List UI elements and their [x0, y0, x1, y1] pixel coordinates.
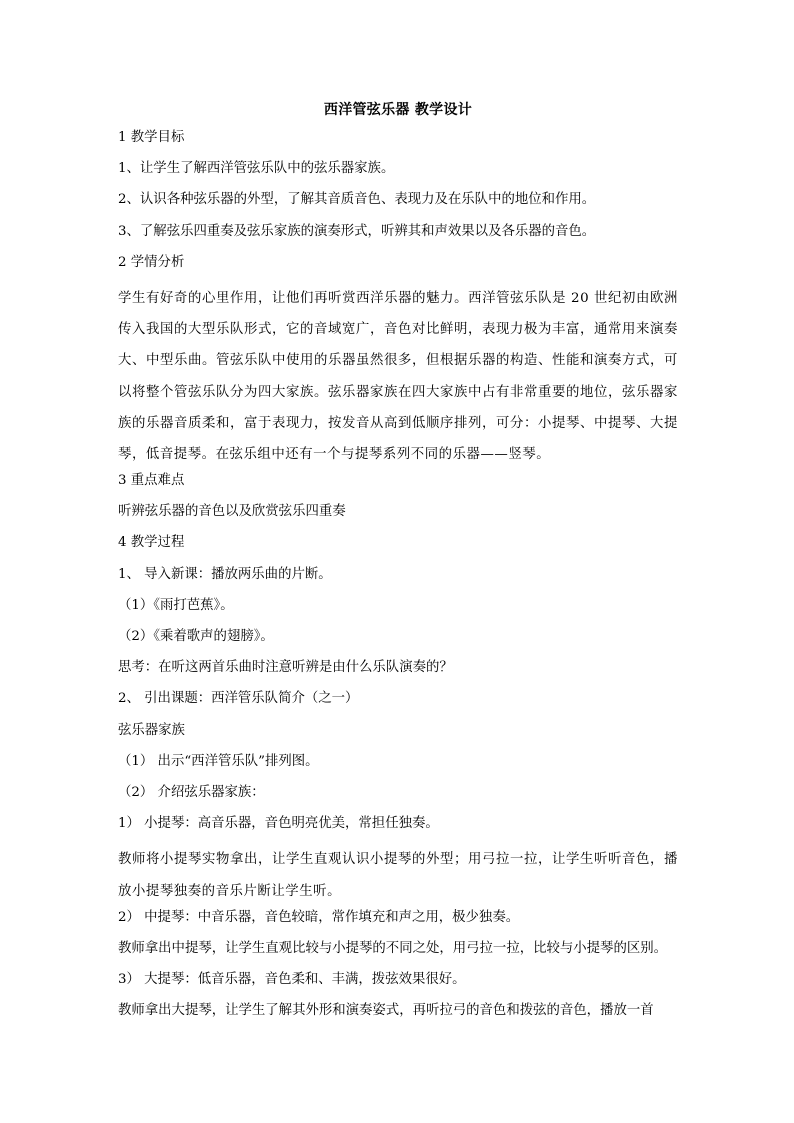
process-step-2: 2、 引出课题：西洋管乐队简介（之一）	[118, 691, 359, 707]
analysis-line-2: 传入我国的大型乐队形式，它的音域宽广，音色对比鲜明，表现力极为丰富，通常用来演奏	[118, 322, 678, 338]
process-step-1-a: （1）《雨打芭蕉》。	[118, 597, 234, 613]
analysis-paragraph	[118, 283, 678, 470]
cello-description: 教师拿出大提琴，让学生了解其外形和演奏姿式，再听拉弓的音色和拨弦的音色，播放一首	[118, 1003, 654, 1019]
analysis-line-3: 大、中型乐曲。管弦乐队中使用的乐器虽然很多，但根据乐器的构造、性能和演奏方式，可	[118, 353, 678, 369]
viola-item: 2） 中提琴：中音乐器，音色较暗，常作填充和声之用，极少独奏。	[118, 909, 520, 925]
goal-item-2: 2、认识各种弦乐器的外型，了解其音质音色、表现力及在乐队中的地位和作用。	[118, 192, 596, 208]
key-heading: 3 重点难点	[118, 473, 185, 489]
analysis-line-6: 琴，低音提琴。在弦乐组中还有一个与提琴系列不同的乐器——竖琴。	[118, 446, 551, 462]
process-step-1: 1、 导入新课：播放两乐曲的片断。	[118, 566, 332, 582]
analysis-line-5: 族的乐器音质柔和，富于表现力，按发音从高到低顺序排列，可分：小提琴、中提琴、大提	[118, 415, 678, 431]
violin-item: 1） 小提琴：高音乐器，音色明亮优美，常担任独奏。	[118, 816, 439, 832]
goal-item-1: 1、让学生了解西洋管弦乐队中的弦乐器家族。	[118, 161, 395, 177]
document-title: 西洋管弦乐器 教学设计	[323, 102, 473, 118]
analysis-line-1: 学生有好奇的心里作用，让他们再听赏西洋乐器的魅力。西洋管弦乐队是 20 世纪初由欧洲	[118, 290, 678, 306]
violin-description	[118, 844, 678, 906]
cello-item: 3） 大提琴：低音乐器，音色柔和、丰满，拨弦效果很好。	[118, 972, 466, 988]
analysis-heading: 2 学情分析	[118, 254, 185, 270]
analysis-line-4: 以将整个管弦乐队分为四大家族。弦乐器家族在四大家族中占有非常重要的地位，弦乐器家	[118, 384, 678, 400]
document-page	[118, 100, 678, 1031]
violin-desc-line-1: 教师将小提琴实物拿出，让学生直观认识小提琴的外型；用弓拉一拉，让学生听听音色，播	[118, 852, 678, 868]
string-family-heading: 弦乐器家族	[118, 722, 185, 738]
process-step-1-b: （2）《乘着歌声的翅膀》。	[118, 629, 274, 644]
goal-item-3: 3、了解弦乐四重奏及弦乐家族的演奏形式，听辨其和声效果以及各乐器的音色。	[118, 223, 596, 239]
key-text: 听辨弦乐器的音色以及欣赏弦乐四重奏	[118, 504, 346, 520]
string-family-item-1: （1） 出示“西洋管乐队”排列图。	[118, 753, 319, 769]
goals-heading: 1 教学目标	[118, 130, 185, 145]
viola-description: 教师拿出中提琴，让学生直观比较与小提琴的不同之处，用弓拉一拉，比较与小提琴的区别。	[118, 940, 668, 956]
process-heading: 4 教学过程	[118, 535, 185, 551]
string-family-item-2: （2） 介绍弦乐器家族：	[118, 784, 265, 800]
process-think: 思考：在听这两首乐曲时注意听辨是由什么乐队演奏的？	[118, 660, 453, 676]
violin-desc-line-2: 放小提琴独奏的音乐片断让学生听。	[118, 883, 342, 899]
